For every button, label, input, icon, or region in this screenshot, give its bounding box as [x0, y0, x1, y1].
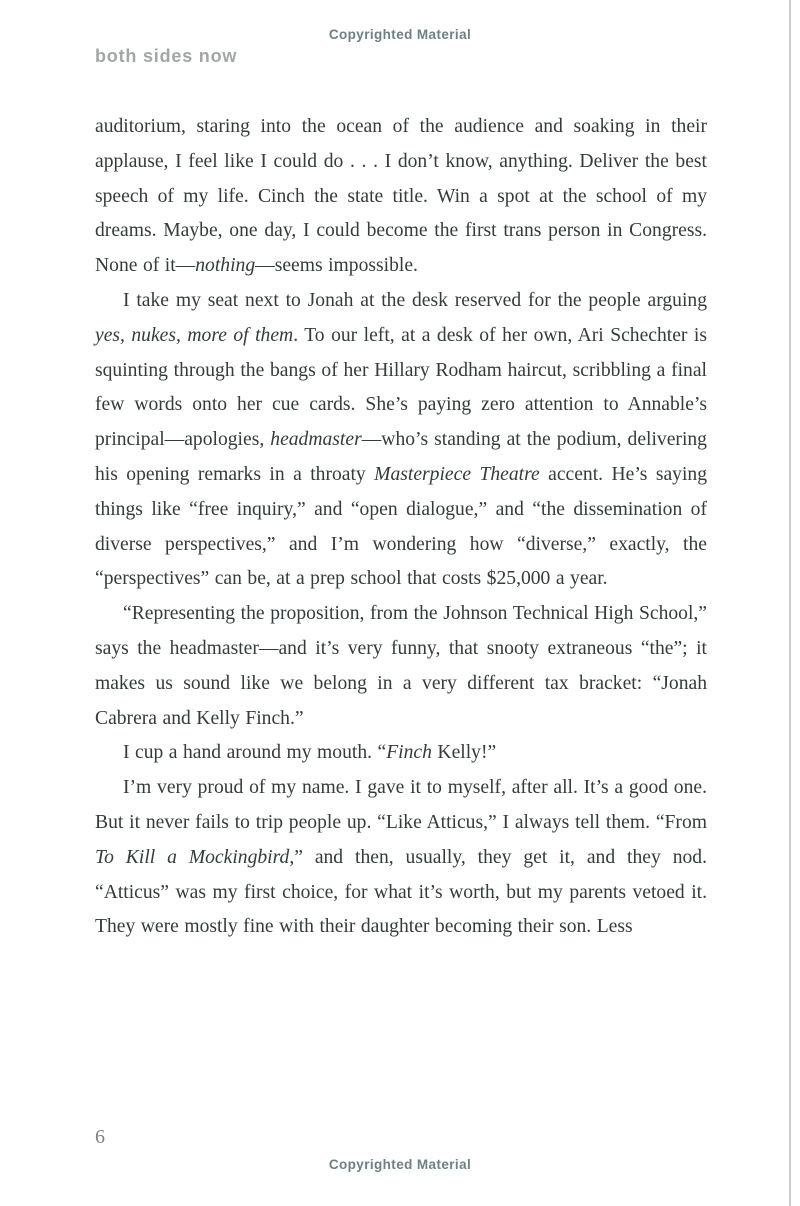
text-run: —seems impossible.	[255, 255, 418, 277]
italic-text-run: Finch	[386, 742, 432, 764]
text-run: —who’s standing at the podium, delivering his opening remarks in a throaty	[95, 429, 707, 485]
italic-text-run: headmaster	[270, 429, 362, 451]
body-text	[95, 110, 707, 945]
copyright-notice-top: Copyrighted Material	[328, 27, 472, 42]
paragraph	[95, 284, 707, 597]
text-run: Kelly!”	[431, 742, 497, 764]
text-run: “Representing the proposition, from the Johnson Technical High School,” says the headmaster—and it’s very funny, that snooty extraneous “the”; it makes us sound like we belong in a very different tax bracket: “Jonah Cabrera and Kelly Finch.”	[95, 603, 707, 729]
running-header: both sides now	[95, 46, 238, 66]
text-run: I cup a hand around my mouth. “	[123, 742, 387, 764]
paragraph	[95, 771, 707, 945]
italic-text-run: yes, nukes, more of them	[95, 324, 294, 346]
copyright-notice-bottom: Copyrighted Material	[328, 1157, 472, 1172]
paragraph	[95, 110, 707, 284]
italic-text-run: Masterpiece Theatre	[374, 463, 540, 485]
text-run: . To our left, at a desk of her own, Ari Schechter is squinting through the bangs of her Hillary Rodham haircut, scribbling a final few words onto her cue cards. She’s paying zero attention to Annable’s principal—apologies,	[95, 324, 707, 451]
text-run: ,” and then, usually, they get it, and they nod. “Atticus” was my first choice, for what it’s worth, but my parents vetoed it. They were mostly fine with their daughter becoming their son. Less	[95, 846, 707, 938]
italic-text-run: nothing	[195, 255, 256, 277]
paragraph	[95, 736, 707, 771]
page-number: 6	[95, 1126, 105, 1148]
text-run: I take my seat next to Jonah at the desk reserved for the people arguing	[123, 289, 707, 311]
text-run: auditorium, staring into the ocean of the audience and soaking in their applause, I feel like I could do . . . I don’t know, anything. Deliver the best speech of my life. Cinch the state title. Win a spot at the school of my dreams. Maybe, one day, I could become the first trans person in Congress. None of it—	[95, 116, 707, 277]
paragraph	[95, 597, 707, 736]
text-run: I’m very proud of my name. I gave it to myself, after all. It’s a good one. But it never fails to trip people up. “Like Atticus,” I always tell them. “From	[95, 777, 707, 833]
text-run: accent. He’s saying things like “free inquiry,” and “open dialogue,” and “the dissemination of diverse perspectives,” and I’m wondering how “diverse,” exactly, the “perspectives” can be, at a prep school that costs $25,000 a year.	[95, 463, 707, 590]
page-edge-line	[789, 0, 791, 1206]
italic-text-run: To Kill a Mockingbird	[95, 846, 290, 868]
